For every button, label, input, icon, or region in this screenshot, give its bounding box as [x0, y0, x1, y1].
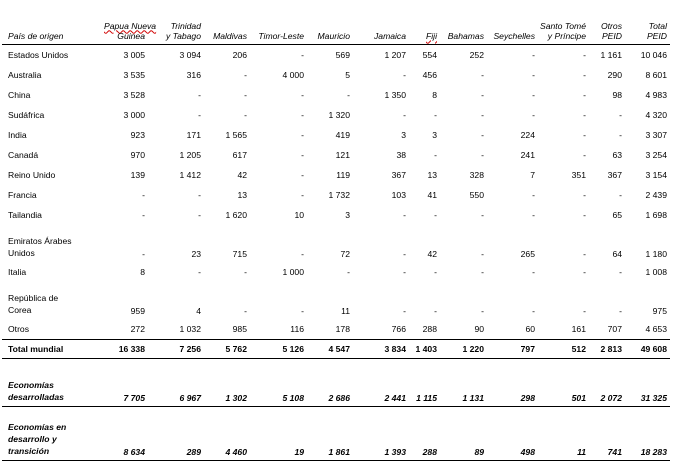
table-cell: 1 732: [328, 189, 350, 200]
row-label: Italia: [8, 266, 27, 277]
table-cell: 741: [589, 406, 625, 460]
total-cell: 797: [487, 339, 538, 358]
table-cell: 65: [612, 209, 622, 220]
table-cell: 1 205: [179, 149, 201, 160]
table-cell: -: [244, 69, 247, 80]
table-cell: 206: [232, 49, 247, 60]
table-cell: 1 320: [328, 109, 350, 120]
table-cell: -: [301, 189, 304, 200]
table-cell: 171: [186, 129, 201, 140]
table-cell: -: [244, 89, 247, 100]
table-cell: -: [198, 209, 201, 220]
table-cell: 272: [130, 323, 145, 334]
table-cell: -: [532, 49, 535, 60]
total-cell: 7 256: [148, 339, 204, 358]
table-cell: -: [301, 305, 304, 316]
table-cell: -: [198, 109, 201, 120]
row-label: Australia: [8, 69, 42, 80]
table-cell: -: [301, 49, 304, 60]
table-cell: 4 460: [204, 406, 250, 460]
table-cell: -: [583, 305, 586, 316]
table-cell: 64: [612, 248, 622, 259]
table-row: [2, 319, 670, 340]
table-cell: 38: [396, 149, 406, 160]
table-cell: -: [583, 209, 586, 220]
table-cell: 1 115: [409, 358, 440, 406]
table-cell: -: [583, 149, 586, 160]
table-cell: 298: [487, 358, 538, 406]
header-row: [2, 0, 670, 44]
table-cell: -: [142, 209, 145, 220]
table-cell: -: [583, 69, 586, 80]
total-cell: 16 338: [104, 339, 148, 358]
table-cell: 89: [440, 406, 487, 460]
header-origin: País de origen: [2, 0, 104, 44]
table-cell: 288: [422, 323, 437, 334]
table-cell: -: [434, 149, 437, 160]
table-cell: -: [481, 69, 484, 80]
table-cell: 498: [487, 406, 538, 460]
row-label: Otros: [8, 323, 30, 334]
table-cell: 3 154: [645, 169, 667, 180]
table-cell: 1 412: [179, 169, 201, 180]
table-cell: 178: [335, 323, 350, 334]
row-label: Emiratos Árabes Unidos: [8, 235, 72, 258]
table-cell: 8 601: [645, 69, 667, 80]
table-cell: 367: [607, 169, 622, 180]
table-cell: 3: [401, 129, 406, 140]
table-cell: -: [198, 266, 201, 277]
table-cell: -: [619, 109, 622, 120]
table-cell: 72: [340, 248, 350, 259]
table-cell: 554: [422, 49, 437, 60]
table-cell: 1 131: [440, 358, 487, 406]
table-cell: 3: [432, 129, 437, 140]
table-cell: 5: [345, 69, 350, 80]
table-cell: -: [532, 189, 535, 200]
table-cell: 98: [612, 89, 622, 100]
table-cell: -: [583, 266, 586, 277]
header-mauricio: Mauricio: [307, 0, 353, 44]
table-cell: -: [347, 89, 350, 100]
table-cell: -: [481, 248, 484, 259]
table-cell: 4: [196, 305, 201, 316]
table-cell: 1 161: [600, 49, 622, 60]
table-cell: -: [583, 248, 586, 259]
table-cell: 265: [520, 248, 535, 259]
table-cell: -: [244, 109, 247, 120]
table-cell: 2 439: [645, 189, 667, 200]
table-cell: -: [481, 109, 484, 120]
table-cell: 328: [469, 169, 484, 180]
total-label: Total mundial: [2, 339, 104, 358]
total-cell: 5 762: [204, 339, 250, 358]
table-cell: -: [403, 305, 406, 316]
table-cell: 3 000: [123, 109, 145, 120]
row-label: China: [8, 89, 31, 100]
table-cell: -: [532, 305, 535, 316]
table-cell: 2 072: [589, 358, 625, 406]
table-cell: 1 620: [225, 209, 247, 220]
total-cell: 2 813: [589, 339, 625, 358]
table-cell: 8: [140, 266, 145, 277]
total-cell: 4 547: [307, 339, 353, 358]
table-cell: 1 565: [225, 129, 247, 140]
table-cell: 3 094: [179, 49, 201, 60]
table-row: [2, 105, 670, 125]
row-label: Reino Unido: [8, 169, 56, 180]
table-cell: 31 325: [625, 358, 670, 406]
row-label: Estados Unidos: [8, 49, 69, 60]
table-cell: 351: [571, 169, 586, 180]
table-cell: 3 307: [645, 129, 667, 140]
table-cell: 13: [427, 169, 437, 180]
table-row: [2, 282, 670, 319]
table-cell: 4 653: [645, 323, 667, 334]
table-cell: 4 983: [645, 89, 667, 100]
table-cell: 1 000: [282, 266, 304, 277]
total-cell: 3 834: [353, 339, 409, 358]
header-total-peid: Total PEID: [625, 0, 670, 44]
table-cell: 13: [237, 189, 247, 200]
table-cell: -: [301, 129, 304, 140]
table-cell: 5 108: [250, 358, 307, 406]
table-cell: 7 705: [104, 358, 148, 406]
table-cell: 1 008: [645, 266, 667, 277]
table-row: [2, 65, 670, 85]
table-cell: 7: [530, 169, 535, 180]
table-cell: -: [403, 209, 406, 220]
table-cell: 289: [148, 406, 204, 460]
fdi-table: [2, 0, 670, 461]
table-cell: 1 350: [384, 89, 406, 100]
table-cell: -: [619, 129, 622, 140]
table-cell: -: [583, 129, 586, 140]
row-label: Sudáfrica: [8, 109, 45, 120]
table-cell: -: [347, 266, 350, 277]
table-cell: 8 634: [104, 406, 148, 460]
header-santo-tome: Santo Tomé y Príncipe: [538, 0, 589, 44]
table-cell: 23: [191, 248, 201, 259]
total-cell: 49 608: [625, 339, 670, 358]
table-cell: 985: [232, 323, 247, 334]
row-label: India: [8, 129, 27, 140]
table-cell: 3 254: [645, 149, 667, 160]
table-cell: 119: [336, 169, 350, 180]
table-cell: 419: [335, 129, 350, 140]
table-cell: 42: [427, 248, 437, 259]
total-cell: 5 126: [250, 339, 307, 358]
table-cell: 224: [520, 129, 535, 140]
table-cell: 1 302: [204, 358, 250, 406]
table-cell: 288: [409, 406, 440, 460]
table-cell: -: [434, 209, 437, 220]
table-cell: 715: [232, 248, 247, 259]
table-cell: 3 535: [123, 69, 145, 80]
table-cell: -: [619, 266, 622, 277]
total-row: [2, 339, 670, 358]
table-cell: 1 861: [307, 406, 353, 460]
table-cell: -: [481, 266, 484, 277]
table-cell: -: [403, 69, 406, 80]
table-cell: 103: [391, 189, 406, 200]
total-cell: 1 403: [409, 339, 440, 358]
header-bahamas: Bahamas: [440, 0, 487, 44]
table-cell: -: [142, 189, 145, 200]
header-maldivas: Maldivas: [204, 0, 250, 44]
table-cell: 8: [432, 89, 437, 100]
table-cell: 766: [391, 323, 406, 334]
table-row: [2, 44, 670, 65]
table-cell: -: [434, 305, 437, 316]
table-cell: 975: [652, 305, 667, 316]
table-cell: 959: [130, 305, 145, 316]
table-cell: -: [532, 89, 535, 100]
table-row: [2, 145, 670, 165]
table-cell: -: [198, 189, 201, 200]
table-cell: 42: [237, 169, 247, 180]
header-jamaica: Jamaica: [353, 0, 409, 44]
table-cell: 707: [607, 323, 622, 334]
table-row: [2, 225, 670, 262]
table-cell: 290: [607, 69, 622, 80]
total-cell: 512: [538, 339, 589, 358]
table-cell: 3 005: [123, 49, 145, 60]
row-label: Tailandia: [8, 209, 42, 220]
row-label: República de Corea: [8, 292, 59, 315]
table-cell: -: [532, 209, 535, 220]
table-cell: 2 441: [353, 358, 409, 406]
table-cell: -: [481, 305, 484, 316]
header-trinidad: Trinidad y Tabago: [148, 0, 204, 44]
table-cell: -: [583, 109, 586, 120]
header-timor: Timor-Leste: [250, 0, 307, 44]
table-cell: 1 180: [645, 248, 667, 259]
table-cell: 970: [130, 149, 145, 160]
table-cell: 116: [290, 323, 304, 334]
table-cell: 4 000: [282, 69, 304, 80]
header-otros-peid: Otros PEID: [589, 0, 625, 44]
table-cell: -: [532, 266, 535, 277]
table-cell: 501: [538, 358, 589, 406]
table-cell: 63: [612, 149, 622, 160]
table-cell: -: [301, 169, 304, 180]
table-cell: 1 032: [179, 323, 201, 334]
table-cell: -: [619, 189, 622, 200]
row-label: Canadá: [8, 149, 39, 160]
table-cell: 10 046: [640, 49, 667, 60]
table-row: [2, 262, 670, 282]
table-cell: 6 967: [148, 358, 204, 406]
table-cell: 2 686: [307, 358, 353, 406]
table-cell: -: [142, 248, 145, 259]
header-papua: Papua Nueva Guinea: [104, 0, 148, 44]
table-cell: 550: [469, 189, 484, 200]
table-cell: 241: [520, 149, 535, 160]
table-cell: -: [481, 129, 484, 140]
transition-label: Economías en desarrollo y transición: [2, 406, 104, 460]
table-cell: 11: [341, 305, 350, 316]
table-cell: 1 393: [353, 406, 409, 460]
table-cell: 3 528: [123, 89, 145, 100]
table-cell: -: [583, 89, 586, 100]
table-cell: 161: [571, 323, 586, 334]
table-cell: -: [583, 49, 586, 60]
table-cell: -: [481, 89, 484, 100]
header-fiji: Fiji: [409, 0, 440, 44]
table-cell: -: [301, 109, 304, 120]
table-row: [2, 205, 670, 225]
table-cell: 367: [391, 169, 406, 180]
table-cell: -: [301, 248, 304, 259]
table-cell: 923: [130, 129, 145, 140]
table-cell: -: [403, 248, 406, 259]
table-cell: 1 207: [384, 49, 406, 60]
transition-row: [2, 406, 670, 460]
table-cell: -: [532, 69, 535, 80]
table-cell: -: [198, 89, 201, 100]
table-cell: 617: [232, 149, 247, 160]
table-cell: 252: [469, 49, 484, 60]
table-cell: 18 283: [625, 406, 670, 460]
table-row: [2, 125, 670, 145]
table-cell: -: [619, 305, 622, 316]
table-cell: 60: [525, 323, 535, 334]
table-row: [2, 185, 670, 205]
table-cell: 90: [474, 323, 484, 334]
table-cell: 19: [250, 406, 307, 460]
table-cell: -: [434, 266, 437, 277]
table-cell: -: [301, 149, 304, 160]
row-label: Economías desarrolladas: [2, 358, 104, 406]
table-cell: -: [481, 209, 484, 220]
table-cell: 456: [422, 69, 437, 80]
table-cell: -: [434, 109, 437, 120]
table-cell: 316: [186, 69, 201, 80]
developed-row: [2, 358, 670, 406]
table-cell: 121: [335, 149, 350, 160]
table-cell: -: [403, 109, 406, 120]
table-cell: -: [481, 149, 484, 160]
table-cell: 3: [345, 209, 350, 220]
table-cell: 569: [335, 49, 350, 60]
table-cell: 41: [427, 189, 437, 200]
header-seychelles: Seychelles: [487, 0, 538, 44]
table-cell: -: [403, 266, 406, 277]
table-cell: -: [532, 109, 535, 120]
table-cell: 1 698: [645, 209, 667, 220]
table-cell: 11: [538, 406, 589, 460]
table-row: [2, 85, 670, 105]
table-row: [2, 165, 670, 185]
table-cell: -: [583, 189, 586, 200]
total-cell: 1 220: [440, 339, 487, 358]
table-cell: 139: [130, 169, 145, 180]
table-cell: 10: [294, 209, 304, 220]
row-label: Francia: [8, 189, 37, 200]
table-cell: 4 320: [645, 109, 667, 120]
table-cell: -: [244, 305, 247, 316]
table-cell: -: [244, 266, 247, 277]
table-cell: -: [301, 89, 304, 100]
